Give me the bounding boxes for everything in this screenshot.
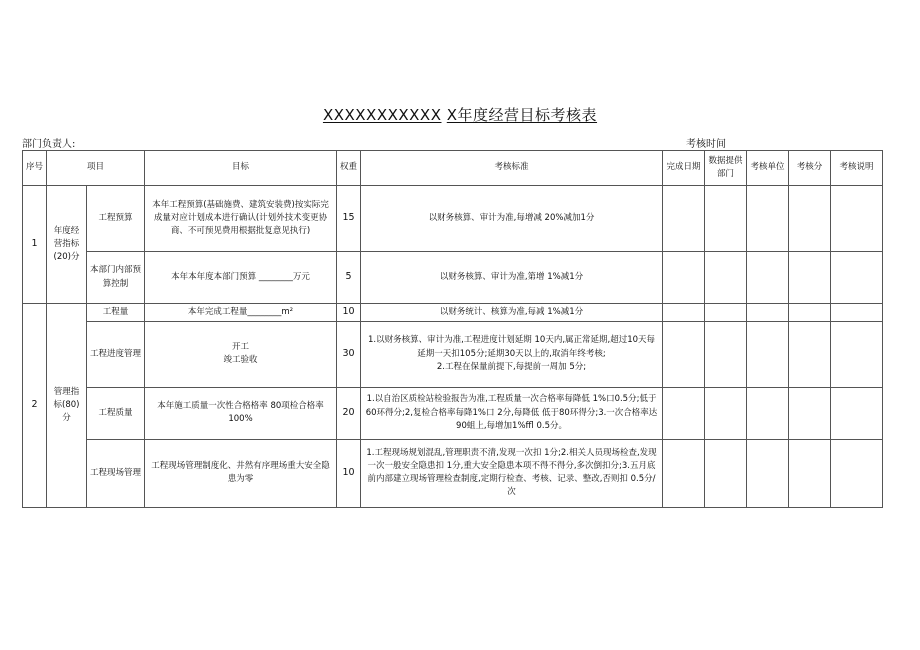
header-seq: 序号: [23, 151, 47, 186]
cell-unit: [747, 252, 789, 304]
header-note: 考核说明: [831, 151, 883, 186]
item-standard: 以财务统计、核算为准,每减 1%减1分: [361, 304, 663, 322]
item-standard: 1.以自治区质检站检验报告为准,工程质量一次合格率每降低 1%口0.5分;低于60环得分;2,复检合格率每降1%口 2分,每降低 低于80环得分;3.一次合格率达90蛆上,每增加1%ffl 0.5分。: [361, 387, 663, 439]
cell-unit: [747, 439, 789, 507]
cell-unit: [747, 321, 789, 387]
cell-data-dept: [705, 321, 747, 387]
table-row: [23, 304, 883, 322]
cell-note: [831, 304, 883, 322]
cell-data-dept: [705, 186, 747, 252]
cell-note: [831, 387, 883, 439]
cell-data-dept: [705, 439, 747, 507]
cell-unit: [747, 304, 789, 322]
item-weight: 30: [337, 321, 361, 387]
cell-unit: [747, 387, 789, 439]
item-name: 工程质量: [87, 387, 145, 439]
title-suffix: X年度经营目标考核表: [446, 106, 598, 124]
header-unit: 考核单位: [747, 151, 789, 186]
cell-unit: [747, 186, 789, 252]
cell-score: [789, 439, 831, 507]
table-row: [23, 321, 883, 387]
table-row: [23, 387, 883, 439]
group-seq: 1: [23, 186, 47, 304]
header-project: 项目: [47, 151, 145, 186]
cell-score: [789, 304, 831, 322]
dept-head-label: 部门负责人:: [22, 139, 76, 150]
item-target: 本年工程预算(基础施费、建筑安装费)按实际完成量对应计划成本进行确认(计划外技术变更协商、不可预见费用根据批复意见执行): [145, 186, 337, 252]
item-weight: 15: [337, 186, 361, 252]
cell-score: [789, 387, 831, 439]
cell-data-dept: [705, 252, 747, 304]
item-target: 工程现场管理制度化、井然有序理场重大安全隐患为零: [145, 439, 337, 507]
table-row: [23, 186, 883, 252]
group-name: 年度经营指标(20)分: [47, 186, 87, 304]
cell-complete-date: [663, 321, 705, 387]
item-name: 工程现场管理: [87, 439, 145, 507]
cell-note: [831, 186, 883, 252]
header-weight: 权重: [337, 151, 361, 186]
cell-note: [831, 439, 883, 507]
assessment-table: [22, 150, 883, 508]
header-data-dept: 数据提供部门: [705, 151, 747, 186]
header-row: [23, 151, 883, 186]
item-name: 工程量: [87, 304, 145, 322]
item-standard: 1.以财务核算、审计为准,工程进度计划延期 10天内,属正常延期,超过10天每延期一天扣105分;延期30天以上的,取消年终考核; 2.工程在保量前提下,每提前一周加 5分;: [361, 321, 663, 387]
item-standard: 以财务核算、审计为准,每增减 20%减加1分: [361, 186, 663, 252]
item-weight: 5: [337, 252, 361, 304]
cell-complete-date: [663, 186, 705, 252]
cell-complete-date: [663, 304, 705, 322]
cell-complete-date: [663, 252, 705, 304]
cell-score: [789, 186, 831, 252]
review-time-label: 考核时间: [686, 139, 726, 150]
cell-note: [831, 252, 883, 304]
item-name: 工程预算: [87, 186, 145, 252]
title-prefix: XXXXXXXXXXX: [322, 106, 442, 124]
cell-score: [789, 321, 831, 387]
cell-complete-date: [663, 439, 705, 507]
item-standard: 1.工程现场规划混乱,管理职责不清,发现一次扣 1分;2.相关人员现场检查,发现一次一般安全隐患扣 1分,重大安全隐患本项不得不得分,多次倒扣分;3.五月底前内部建立现场管理检查制度,定期行检查、考核、记录、整改,否则扣 0.5分/次: [361, 439, 663, 507]
group-name: 管理指标(80)分: [47, 304, 87, 508]
page-title: [0, 104, 920, 125]
cell-data-dept: [705, 304, 747, 322]
cell-data-dept: [705, 387, 747, 439]
item-name: 本部门内部预算控制: [87, 252, 145, 304]
header-complete-date: 完成日期: [663, 151, 705, 186]
cell-score: [789, 252, 831, 304]
header-target: 目标: [145, 151, 337, 186]
cell-complete-date: [663, 387, 705, 439]
cell-note: [831, 321, 883, 387]
item-target: 本年完成工程量________m²: [145, 304, 337, 322]
item-target: 本年施工质量一次性合格格率 80项检合格率100%: [145, 387, 337, 439]
item-target: 开工 竣工验收: [145, 321, 337, 387]
item-standard: 以财务核算、审计为准,第增 1%减1分: [361, 252, 663, 304]
group-seq: 2: [23, 304, 47, 508]
item-weight: 10: [337, 304, 361, 322]
item-name: 工程进度管理: [87, 321, 145, 387]
table-row: [23, 252, 883, 304]
header-standard: 考核标准: [361, 151, 663, 186]
table-row: [23, 439, 883, 507]
item-weight: 20: [337, 387, 361, 439]
item-target: 本年本年度本部门预算 ________万元: [145, 252, 337, 304]
header-score: 考核分: [789, 151, 831, 186]
item-weight: 10: [337, 439, 361, 507]
